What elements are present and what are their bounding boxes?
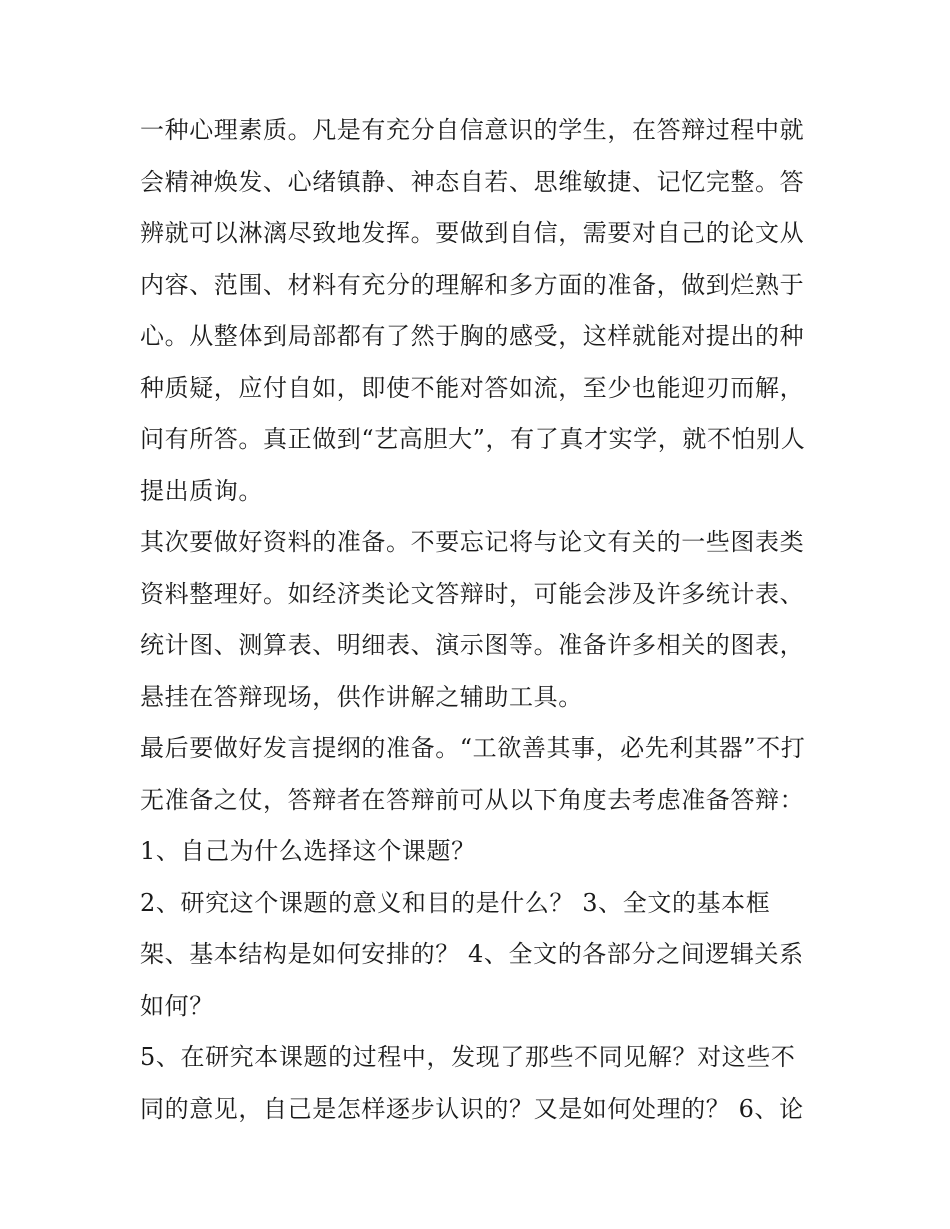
text-line: 2、研究这个课题的意义和目的是什么？ 3、全文的基本框 — [140, 888, 771, 917]
document-body — [140, 105, 820, 1135]
text-line: 悬挂在答辩现场，供作讲解之辅助工具。 — [140, 682, 583, 711]
text-line: 架、基本结构是如何安排的？ 4、全文的各部分之间逻辑关系 — [140, 940, 804, 968]
text-line: 资料整理好。如经济类论文答辩时，可能会涉及许多统计表、 — [140, 579, 805, 608]
text-line: 统计图、测算表、明细表、演示图等。准备许多相关的图表， — [140, 631, 805, 659]
text-line: 如何？ — [140, 991, 214, 1020]
text-line: 无准备之仗，答辩者在答辩前可从以下角度去考虑准备答辩： — [140, 785, 805, 814]
text-line: 问有所答。真正做到“艺高胆大”，有了真才实学，就不怕别人 — [140, 425, 806, 453]
text-line: 同的意见，自己是怎样逐步认识的？又是如何处理的？ 6、论 — [140, 1094, 804, 1123]
text-line: 提出质询。 — [140, 476, 263, 505]
text-line: 会精神焕发、心绪镇静、神态自若、思维敏捷、记忆完整。答 — [140, 167, 805, 196]
text-line: 其次要做好资料的准备。不要忘记将与论文有关的一些图表类 — [140, 528, 805, 556]
text-line: 1、自己为什么选择这个课题？ — [140, 837, 476, 865]
text-line: 种质疑，应付自如，即使不能对答如流，至少也能迎刃而解， — [140, 373, 805, 402]
text-line: 最后要做好发言提纲的准备。“工欲善其事，必先利其器”不打 — [140, 734, 806, 762]
text-line: 一种心理素质。凡是有充分自信意识的学生，在答辩过程中就 — [140, 116, 805, 144]
text-line: 辨就可以淋漓尽致地发挥。要做到自信，需要对自己的论文从 — [140, 219, 805, 247]
text-line: 心。从整体到局部都有了然于胸的感受，这样就能对提出的种 — [140, 322, 805, 350]
text-line: 内容、范围、材料有充分的理解和多方面的准备，做到烂熟于 — [140, 270, 805, 299]
text-line: 5、在研究本课题的过程中，发现了那些不同见解？对这些不 — [140, 1043, 796, 1071]
